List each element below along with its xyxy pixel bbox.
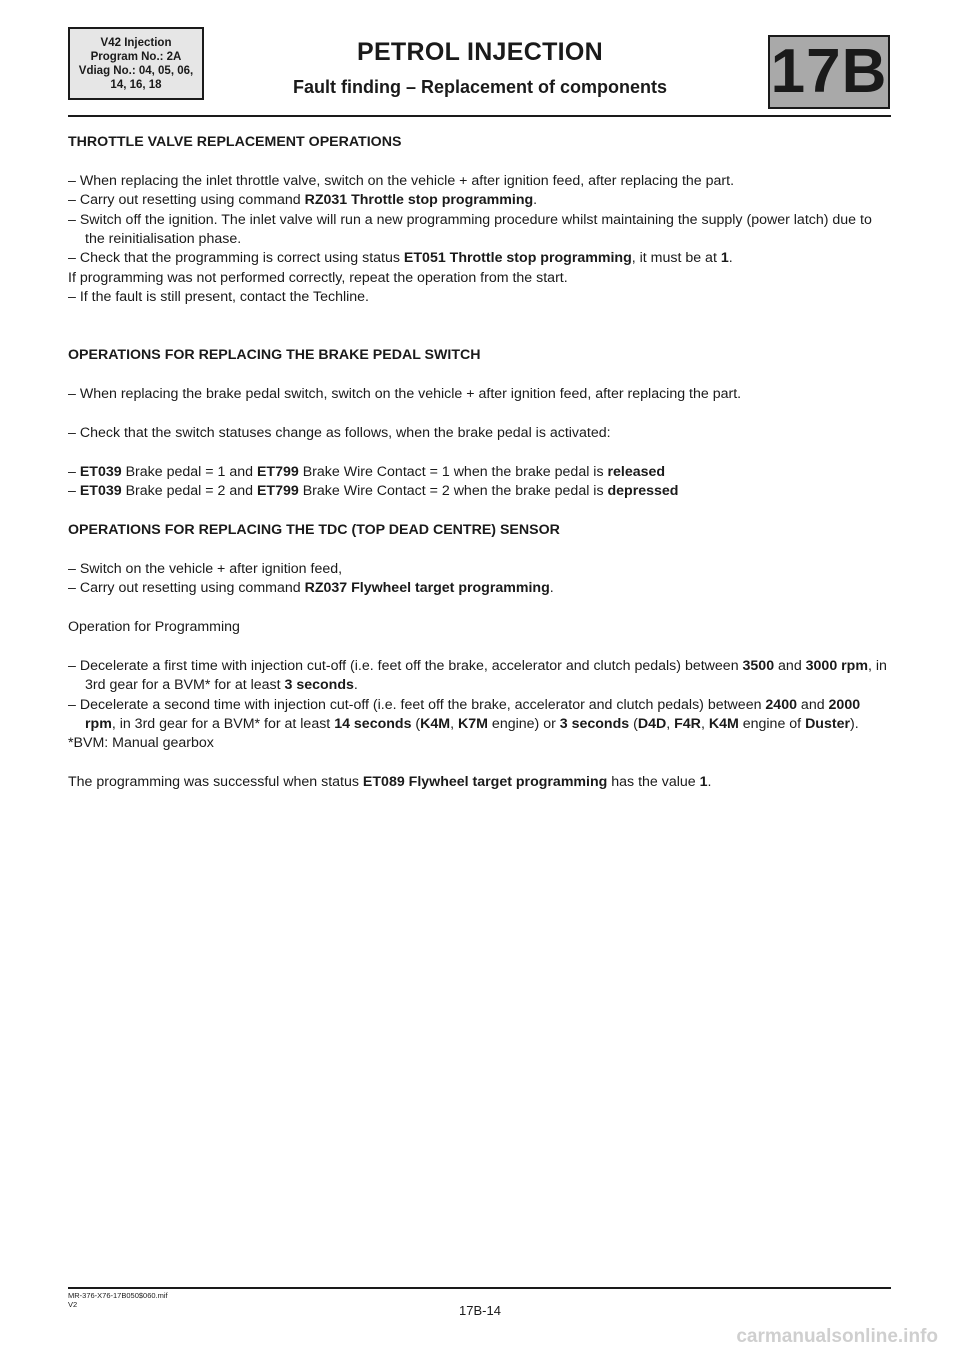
throttle-step-1: – When replacing the inlet throttle valve, switch on the vehicle + after ignition feed, after replacing the part. [68, 172, 735, 189]
page-title: PETROL INJECTION [356, 38, 604, 66]
tdc-subheading: Operation for Programming [68, 619, 240, 636]
document-body [68, 133, 890, 793]
throttle-step-5: – If the fault is still present, contact the Techline. [68, 289, 369, 306]
throttle-note: If programming was not performed correctly, repeat the operation from the start. [68, 269, 568, 286]
vdiag-line: Vdiag No.: 04, 05, 06, [78, 64, 194, 77]
brake-status-depressed: – ET039 Brake pedal = 2 and ET799 Brake Wire Contact = 2 when the brake pedal is depressed [68, 483, 679, 500]
tdc-bvm-note: *BVM: Manual gearbox [68, 735, 214, 752]
throttle-step-2: – Carry out resetting using command RZ031 Throttle stop programming. [68, 192, 538, 209]
throttle-step-4: – Check that the programming is correct using status ET051 Throttle stop programming, it must be at 1. [68, 250, 733, 267]
vdiag-info-box [68, 27, 204, 100]
tdc-step-2: – Carry out resetting using command RZ037 Flywheel target programming. [68, 580, 554, 597]
tdc-step-1: – Switch on the vehicle + after ignition feed, [68, 560, 343, 577]
tdc-decelerate-1: – Decelerate a first time with injection cut-off (i.e. feet off the brake, accelerator and clutch pedals) between 3500 and 3000 rpm, in 3rd gear for a BVM* for at least 3 seconds. [68, 657, 887, 694]
doc-code: MR-376-X76-17B050$060.mif [68, 1291, 168, 1300]
vdiag-line: V42 Injection [100, 36, 172, 49]
brake-step-2: – Check that the switch statuses change as follows, when the brake pedal is activated: [68, 425, 611, 442]
page-subtitle: Fault finding – Replacement of components [292, 77, 668, 97]
section-heading-tdc: OPERATIONS FOR REPLACING THE TDC (TOP DEAD CENTRE) SENSOR [68, 522, 560, 539]
footer-rule [68, 1287, 891, 1289]
section-code-badge: 17B [768, 35, 890, 109]
watermark: carmanualsonline.info [736, 1326, 938, 1347]
section-heading-brake: OPERATIONS FOR REPLACING THE BRAKE PEDAL SWITCH [68, 347, 481, 364]
doc-version: V2 [68, 1300, 78, 1309]
tdc-decelerate-2: – Decelerate a second time with injection cut-off (i.e. feet off the brake, accelerator and clutch pedals) between 2400 and 2000 rpm, in 3rd gear for a BVM* for at least 14 seconds (K4M, K7M engine) or 3 seconds (D4D, F4R, K4M engine of Duster). [68, 696, 861, 733]
header-rule [68, 115, 891, 117]
vdiag-line: 14, 16, 18 [110, 78, 162, 91]
throttle-step-3: – Switch off the ignition. The inlet valve will run a new programming procedure whilst maintaining the supply (power latch) due to the reinitialisation phase. [68, 211, 872, 248]
section-heading-throttle: THROTTLE VALVE REPLACEMENT OPERATIONS [68, 134, 402, 150]
footer-doc-info [68, 1291, 168, 1309]
page-number: 17B-14 [459, 1303, 501, 1318]
vdiag-line: Program No.: 2A [90, 50, 182, 63]
brake-status-released: – ET039 Brake pedal = 1 and ET799 Brake Wire Contact = 1 when the brake pedal is released [68, 463, 666, 480]
tdc-success-criteria: The programming was successful when status ET089 Flywheel target programming has the value 1. [68, 774, 712, 791]
brake-step-1: – When replacing the brake pedal switch, switch on the vehicle + after ignition feed, after replacing the part. [68, 386, 742, 403]
